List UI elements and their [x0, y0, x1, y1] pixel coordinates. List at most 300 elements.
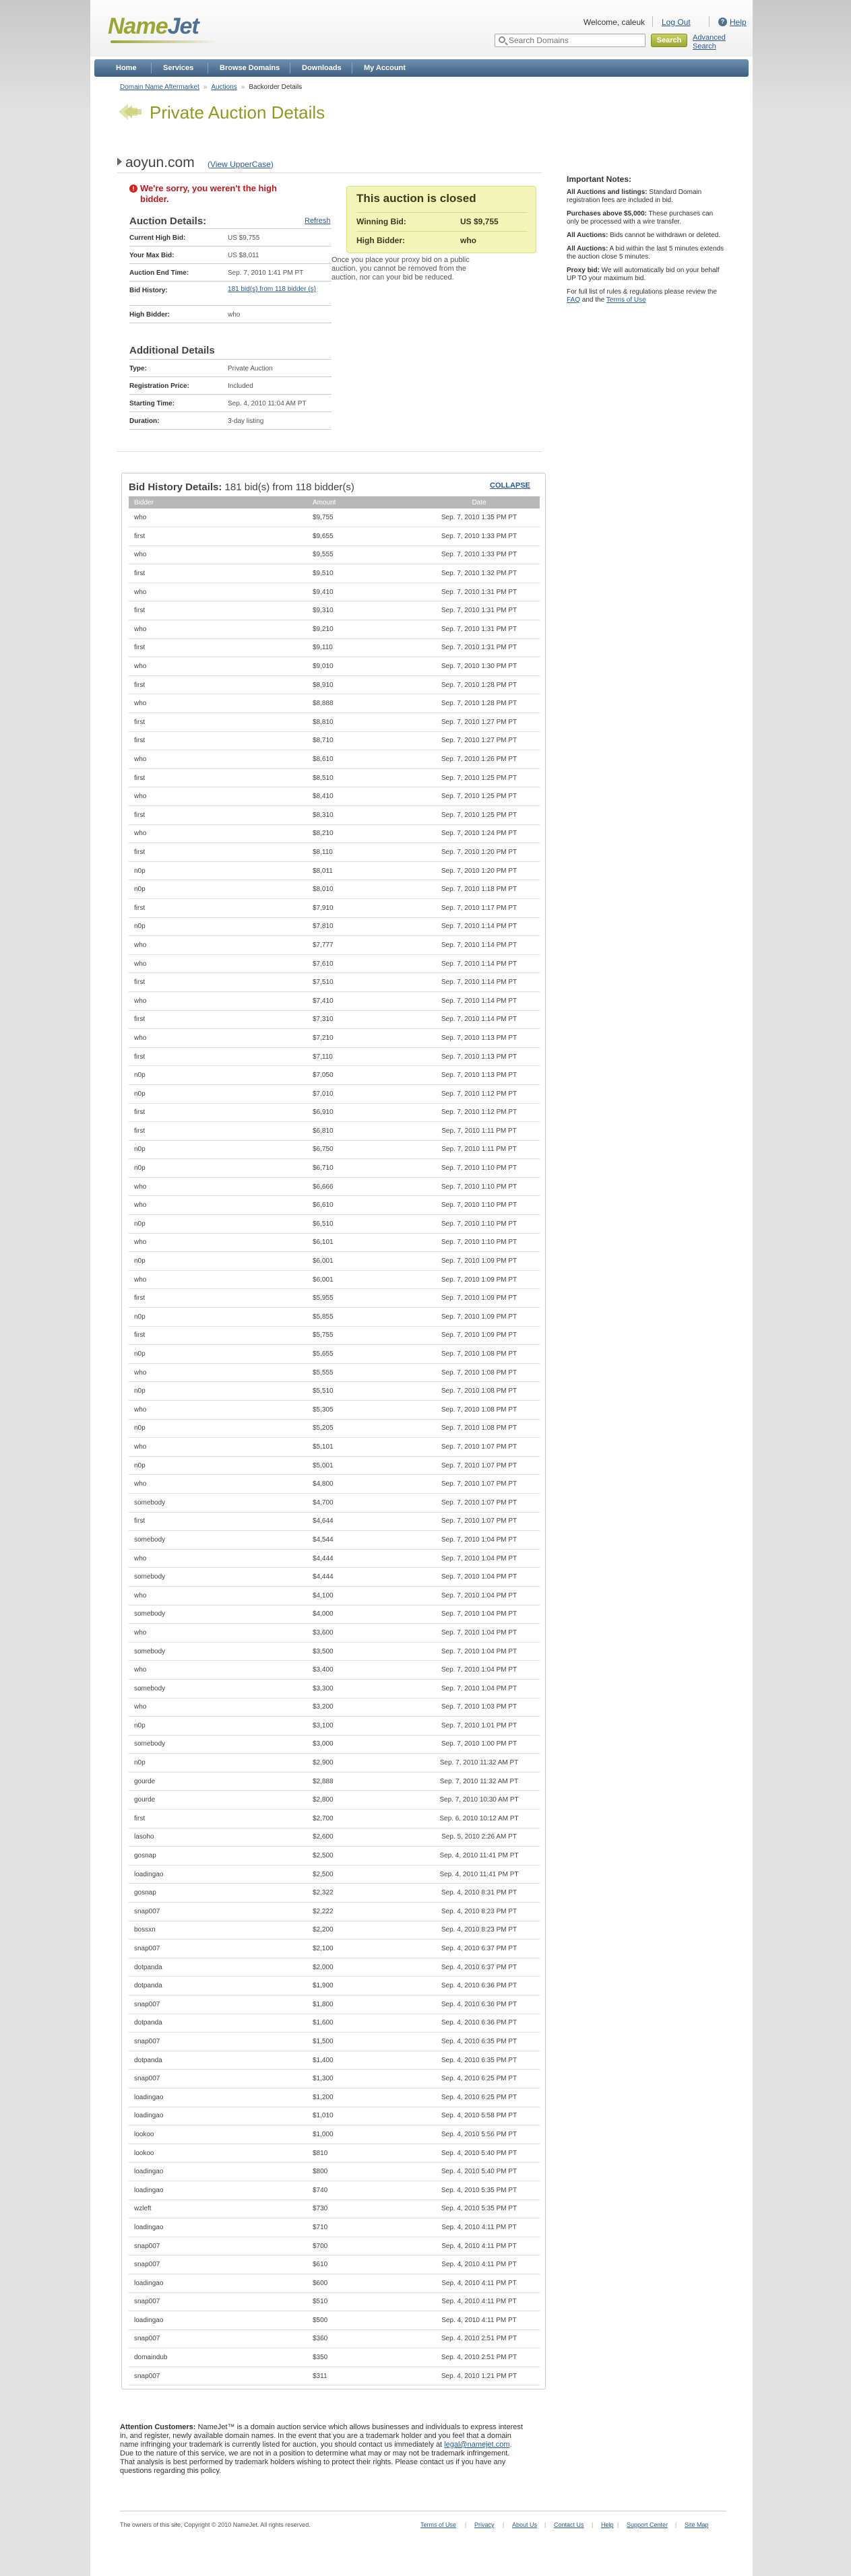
date-cell: Sep. 7, 2010 1:14 PM PT — [418, 1010, 540, 1029]
bidder-cell: first — [129, 1122, 307, 1141]
date-cell: Sep. 7, 2010 1:33 PM PT — [418, 527, 540, 546]
amount-cell: $8,010 — [307, 880, 418, 899]
table-row — [129, 2311, 540, 2330]
date-cell: Sep. 4, 2010 6:36 PM PT — [418, 1977, 540, 1995]
bidder-cell: first — [129, 1103, 307, 1122]
amount-cell: $1,500 — [307, 2033, 418, 2051]
table-row — [129, 843, 540, 862]
date-cell: Sep. 7, 2010 1:14 PM PT — [418, 936, 540, 955]
date-cell: Sep. 7, 2010 1:08 PM PT — [418, 1345, 540, 1364]
detail-value: US $8,011 — [228, 252, 259, 259]
date-cell: Sep. 7, 2010 1:28 PM PT — [418, 694, 540, 713]
table-row — [129, 1624, 540, 1643]
bidder-cell: snap007 — [129, 1995, 307, 2014]
table-row — [129, 1661, 540, 1680]
date-cell: Sep. 5, 2010 2:26 AM PT — [418, 1828, 540, 1847]
nav-my-account[interactable]: My Account — [364, 64, 406, 72]
date-cell: Sep. 7, 2010 11:32 AM PT — [418, 1754, 540, 1773]
bidder-cell: who — [129, 787, 307, 806]
amount-cell: $9,510 — [307, 564, 418, 583]
amount-cell: $730 — [307, 2200, 418, 2218]
table-row — [129, 806, 540, 825]
date-cell: Sep. 7, 2010 1:01 PM PT — [418, 1717, 540, 1736]
amount-cell: $7,010 — [307, 1084, 418, 1103]
bidder-cell: snap007 — [129, 2237, 307, 2255]
bidder-cell: loadingao — [129, 1865, 307, 1884]
table-row — [129, 694, 540, 713]
amount-cell: $5,305 — [307, 1401, 418, 1420]
amount-cell: $8,011 — [307, 861, 418, 880]
bidder-cell: n0p — [129, 1215, 307, 1234]
note-item: All Auctions: Bids cannot be withdrawn or deleted. — [567, 232, 721, 239]
bidder-cell: first — [129, 638, 307, 657]
date-cell: Sep. 4, 2010 5:58 PM PT — [418, 2107, 540, 2125]
amount-cell: $7,777 — [307, 936, 418, 955]
bidder-cell: n0p — [129, 1717, 307, 1736]
date-cell: Sep. 7, 2010 1:09 PM PT — [418, 1270, 540, 1289]
amount-cell: $8,410 — [307, 787, 418, 806]
date-cell: Sep. 4, 2010 11:41 PM PT — [418, 1865, 540, 1884]
table-row — [129, 917, 540, 936]
bidder-cell: who — [129, 1029, 307, 1048]
date-cell: Sep. 7, 2010 1:10 PM PT — [418, 1233, 540, 1252]
bidder-cell: first — [129, 843, 307, 862]
table-row — [129, 1084, 540, 1103]
amount-cell: $8,610 — [307, 750, 418, 769]
date-cell: Sep. 4, 2010 6:25 PM PT — [418, 2070, 540, 2088]
date-cell: Sep. 7, 2010 1:31 PM PT — [418, 583, 540, 601]
table-row — [129, 936, 540, 955]
footer-link-support[interactable]: Support Center — [627, 2521, 668, 2528]
collapse-link[interactable]: COLLAPSE — [490, 482, 530, 490]
bidder-cell: loadingao — [129, 2162, 307, 2181]
table-row — [129, 546, 540, 564]
help-link[interactable]: Help — [730, 18, 747, 27]
column-header-date: Date — [418, 496, 540, 508]
amount-cell: $6,101 — [307, 1233, 418, 1252]
table-row — [129, 1177, 540, 1196]
bidder-cell: who — [129, 1698, 307, 1717]
detail-label: Duration: — [129, 418, 160, 425]
faq-link[interactable]: FAQ — [567, 296, 581, 304]
amount-cell: $2,900 — [307, 1754, 418, 1773]
amount-cell: $4,000 — [307, 1605, 418, 1624]
amount-cell: $3,000 — [307, 1735, 418, 1754]
bidder-cell: gourde — [129, 1772, 307, 1791]
auction-ornament-icon — [117, 100, 144, 124]
table-row — [129, 2181, 540, 2200]
date-cell: Sep. 7, 2010 1:10 PM PT — [418, 1196, 540, 1215]
amount-cell: $5,205 — [307, 1419, 418, 1438]
bidder-cell: who — [129, 1624, 307, 1643]
amount-cell: $6,510 — [307, 1215, 418, 1234]
search-input[interactable] — [509, 35, 642, 46]
amount-cell: $2,700 — [307, 1810, 418, 1828]
table-row — [129, 1475, 540, 1494]
bid-history-link[interactable]: 181 bid(s) from 118 bidder (s) — [228, 286, 316, 293]
date-cell: Sep. 7, 2010 1:13 PM PT — [418, 1066, 540, 1085]
bidder-cell: dotpanda — [129, 2014, 307, 2033]
amount-cell: $3,500 — [307, 1642, 418, 1661]
date-cell: Sep. 7, 2010 1:27 PM PT — [418, 731, 540, 750]
auction-closed-box — [346, 186, 536, 253]
bidder-cell: loadingao — [129, 2274, 307, 2292]
bidder-cell: first — [129, 1010, 307, 1029]
amount-cell: $2,322 — [307, 1884, 418, 1903]
column-header-bidder: Bidder — [129, 496, 307, 508]
date-cell: Sep. 4, 2010 4:11 PM PT — [418, 2311, 540, 2330]
detail-row-current-high-bid — [129, 229, 332, 246]
table-row — [129, 880, 540, 899]
table-row — [129, 1493, 540, 1512]
table-row — [129, 1512, 540, 1531]
date-cell: Sep. 4, 2010 5:56 PM PT — [418, 2125, 540, 2144]
date-cell: Sep. 7, 2010 1:31 PM PT — [418, 620, 540, 639]
bidder-cell: who — [129, 991, 307, 1010]
table-row — [129, 2033, 540, 2051]
note-item: All Auctions and listings: Standard Domain registration fees are included in bid. — [567, 189, 702, 204]
footer-link-about[interactable]: About Us — [512, 2521, 538, 2528]
footer-separator: | — [503, 2521, 505, 2528]
table-row — [129, 1549, 540, 1568]
table-row — [129, 2051, 540, 2070]
bidder-cell: gosnap — [129, 1884, 307, 1903]
date-cell: Sep. 4, 2010 6:36 PM PT — [418, 1995, 540, 2014]
table-row — [129, 601, 540, 620]
date-cell: Sep. 7, 2010 1:24 PM PT — [418, 824, 540, 843]
table-row — [129, 2144, 540, 2162]
date-cell: Sep. 7, 2010 1:07 PM PT — [418, 1493, 540, 1512]
bidder-cell: snap007 — [129, 1940, 307, 1958]
date-cell: Sep. 7, 2010 1:25 PM PT — [418, 787, 540, 806]
amount-cell: $5,955 — [307, 1289, 418, 1308]
detail-row-end-time — [129, 264, 332, 282]
amount-cell: $800 — [307, 2162, 418, 2181]
bidder-cell: first — [129, 768, 307, 787]
note-review: For full list of rules & regulations please review the FAQ and the Terms of Use — [567, 288, 717, 304]
high-bidder-row — [356, 231, 528, 247]
date-cell: Sep. 7, 2010 11:32 AM PT — [418, 1772, 540, 1791]
additional-row-registration-price — [129, 377, 332, 395]
winning-bid-row — [356, 212, 528, 228]
bid-history-summary: 181 bid(s) from 118 bidder(s) — [224, 482, 354, 493]
table-row — [129, 2218, 540, 2237]
date-cell: Sep. 7, 2010 1:11 PM PT — [418, 1122, 540, 1141]
amount-cell: $4,700 — [307, 1493, 418, 1512]
date-cell: Sep. 7, 2010 1:10 PM PT — [418, 1159, 540, 1178]
amount-cell: $1,200 — [307, 2088, 418, 2107]
bidder-cell: snap007 — [129, 2292, 307, 2311]
breadcrumb-auctions[interactable]: Auctions — [211, 84, 237, 91]
bidder-cell: who — [129, 750, 307, 769]
search-button[interactable]: Search — [651, 34, 687, 47]
date-cell: Sep. 4, 2010 2:51 PM PT — [418, 2330, 540, 2348]
detail-value: who — [228, 311, 241, 319]
table-row — [129, 1066, 540, 1085]
breadcrumb-arrow-icon: » — [203, 84, 208, 91]
amount-cell: $5,655 — [307, 1345, 418, 1364]
table-row — [129, 1679, 540, 1698]
table-row — [129, 1586, 540, 1605]
amount-cell: $5,101 — [307, 1438, 418, 1457]
amount-cell: $5,001 — [307, 1456, 418, 1475]
namejet-logo[interactable]: NameJet — [108, 13, 199, 39]
table-row — [129, 768, 540, 787]
date-cell: Sep. 7, 2010 1:04 PM PT — [418, 1568, 540, 1587]
amount-cell: $6,610 — [307, 1196, 418, 1215]
auction-closed-title: This auction is closed — [356, 192, 476, 205]
table-row — [129, 675, 540, 694]
table-row — [129, 1289, 540, 1308]
page-container — [90, 0, 753, 2576]
date-cell: Sep. 7, 2010 1:08 PM PT — [418, 1419, 540, 1438]
amount-cell: $2,600 — [307, 1828, 418, 1847]
detail-label: Auction End Time: — [129, 269, 189, 277]
date-cell: Sep. 4, 2010 6:36 PM PT — [418, 2014, 540, 2033]
table-row — [129, 1140, 540, 1159]
terms-link[interactable]: Terms of Use — [606, 296, 646, 304]
column-header-amount: Amount — [307, 496, 418, 508]
table-row — [129, 1308, 540, 1327]
error-message: We're sorry, you weren't the high bidder. — [140, 183, 277, 204]
detail-label: Type: — [129, 365, 147, 372]
table-row — [129, 2367, 540, 2385]
date-cell: Sep. 7, 2010 1:14 PM PT — [418, 973, 540, 992]
bidder-cell: gourde — [129, 1791, 307, 1810]
date-cell: Sep. 4, 2010 5:35 PM PT — [418, 2181, 540, 2200]
header-separator — [709, 16, 710, 27]
table-row — [129, 1698, 540, 1717]
footer-link-privacy[interactable]: Privacy — [474, 2521, 495, 2528]
date-cell: Sep. 7, 2010 1:09 PM PT — [418, 1252, 540, 1271]
date-cell: Sep. 7, 2010 1:25 PM PT — [418, 768, 540, 787]
bid-history-title: Bid History Details: 181 bid(s) from 118 bidder(s) — [129, 482, 354, 493]
date-cell: Sep. 7, 2010 1:04 PM PT — [418, 1624, 540, 1643]
table-row — [129, 2014, 540, 2033]
breadcrumb-aftermarket[interactable]: Domain Name Aftermarket — [120, 84, 199, 91]
date-cell: Sep. 7, 2010 1:07 PM PT — [418, 1456, 540, 1475]
winning-bid-value: US $9,755 — [460, 217, 499, 226]
bidder-cell: somebody — [129, 1605, 307, 1624]
bidder-cell: first — [129, 527, 307, 546]
bidder-cell: first — [129, 1289, 307, 1308]
amount-cell: $9,755 — [307, 508, 418, 527]
bidder-cell: n0p — [129, 1084, 307, 1103]
bidder-cell: who — [129, 620, 307, 639]
table-row — [129, 1103, 540, 1122]
arrow-right-icon — [117, 158, 122, 166]
amount-cell: $6,666 — [307, 1177, 418, 1196]
bidder-cell: who — [129, 954, 307, 973]
date-cell: Sep. 4, 2010 4:11 PM PT — [418, 2292, 540, 2311]
page-title: Private Auction Details — [150, 102, 325, 123]
date-cell: Sep. 7, 2010 1:28 PM PT — [418, 675, 540, 694]
amount-cell: $8,110 — [307, 843, 418, 862]
nav-services[interactable]: Services — [163, 64, 194, 72]
auction-details-title: Auction Details: — [129, 216, 207, 227]
bidder-cell: n0p — [129, 1308, 307, 1327]
amount-cell: $8,910 — [307, 675, 418, 694]
detail-label: Starting Time: — [129, 400, 175, 407]
bidder-cell: who — [129, 1549, 307, 1568]
table-row — [129, 1401, 540, 1420]
refresh-link[interactable]: Refresh — [305, 217, 331, 225]
date-cell: Sep. 4, 2010 5:40 PM PT — [418, 2144, 540, 2162]
breadcrumb-arrow-icon: » — [241, 84, 245, 91]
detail-value: Private Auction — [228, 365, 273, 372]
bidder-cell: domaindub — [129, 2348, 307, 2367]
amount-cell: $3,400 — [307, 1661, 418, 1680]
date-cell: Sep. 7, 2010 1:07 PM PT — [418, 1512, 540, 1531]
date-cell: Sep. 7, 2010 1:04 PM PT — [418, 1642, 540, 1661]
date-cell: Sep. 7, 2010 1:31 PM PT — [418, 638, 540, 657]
winning-bid-label: Winning Bid: — [356, 217, 406, 226]
amount-cell: $6,001 — [307, 1270, 418, 1289]
footer-link-terms[interactable]: Terms of Use — [420, 2521, 457, 2528]
amount-cell: $6,810 — [307, 1122, 418, 1141]
amount-cell: $1,000 — [307, 2125, 418, 2144]
main-nav — [94, 59, 749, 77]
date-cell: Sep. 7, 2010 1:09 PM PT — [418, 1326, 540, 1345]
breadcrumb-current: Backorder Details — [249, 84, 303, 91]
amount-cell: $1,400 — [307, 2051, 418, 2070]
amount-cell: $5,755 — [307, 1326, 418, 1345]
amount-cell: $710 — [307, 2218, 418, 2237]
table-row — [129, 2125, 540, 2144]
advanced-search-link[interactable]: Advanced Search — [693, 34, 726, 51]
table-row — [129, 2200, 540, 2218]
bidder-cell: n0p — [129, 861, 307, 880]
date-cell: Sep. 4, 2010 11:41 PM PT — [418, 1847, 540, 1865]
date-cell: Sep. 4, 2010 8:31 PM PT — [418, 1884, 540, 1903]
footer-link-help[interactable]: Help — [601, 2521, 614, 2528]
bidder-cell: n0p — [129, 1419, 307, 1438]
amount-cell: $4,100 — [307, 1586, 418, 1605]
table-row — [129, 1363, 540, 1382]
table-row — [129, 2330, 540, 2348]
amount-cell: $2,500 — [307, 1865, 418, 1884]
table-row — [129, 564, 540, 583]
copyright: The owners of this site, Copyright © 2010 NameJet. All rights reserved. — [120, 2521, 311, 2528]
table-row — [129, 1215, 540, 1234]
amount-cell: $510 — [307, 2292, 418, 2311]
nav-browse-domains[interactable]: Browse Domains — [220, 64, 280, 72]
table-row — [129, 1456, 540, 1475]
date-cell: Sep. 7, 2010 1:18 PM PT — [418, 880, 540, 899]
note-item: All Auctions: A bid within the last 5 minutes extends the auction close 5 minutes. — [567, 245, 724, 261]
bidder-cell: loadingao — [129, 2311, 307, 2330]
date-cell: Sep. 7, 2010 1:10 PM PT — [418, 1215, 540, 1234]
bidder-cell: n0p — [129, 1345, 307, 1364]
bidder-cell: somebody — [129, 1531, 307, 1550]
amount-cell: $6,750 — [307, 1140, 418, 1159]
table-row — [129, 1865, 540, 1884]
date-cell: Sep. 7, 2010 1:11 PM PT — [418, 1140, 540, 1159]
bidder-cell: first — [129, 1512, 307, 1531]
footer-link-sitemap[interactable]: Site Map — [685, 2521, 709, 2528]
bidder-cell: who — [129, 694, 307, 713]
table-row — [129, 1047, 540, 1066]
detail-label: Your Max Bid: — [129, 252, 175, 259]
date-cell: Sep. 7, 2010 1:04 PM PT — [418, 1605, 540, 1624]
date-cell: Sep. 7, 2010 1:14 PM PT — [418, 917, 540, 936]
bidder-cell: first — [129, 675, 307, 694]
view-uppercase-link[interactable]: (View UpperCase) — [208, 160, 274, 169]
bidder-cell: who — [129, 1196, 307, 1215]
table-row — [129, 1252, 540, 1271]
amount-cell: $500 — [307, 2311, 418, 2330]
date-cell: Sep. 7, 2010 1:00 PM PT — [418, 1735, 540, 1754]
date-cell: Sep. 4, 2010 6:35 PM PT — [418, 2051, 540, 2070]
legal-email-link[interactable]: legal@namejet.com — [444, 2441, 510, 2449]
table-row — [129, 1772, 540, 1791]
bidder-cell: snap007 — [129, 2255, 307, 2274]
date-cell: Sep. 7, 2010 1:07 PM PT — [418, 1438, 540, 1457]
date-cell: Sep. 7, 2010 1:04 PM PT — [418, 1679, 540, 1698]
date-cell: Sep. 7, 2010 1:26 PM PT — [418, 750, 540, 769]
table-row — [129, 787, 540, 806]
table-row — [129, 1270, 540, 1289]
bidder-cell: who — [129, 824, 307, 843]
amount-cell: $3,100 — [307, 1717, 418, 1736]
amount-cell: $360 — [307, 2330, 418, 2348]
date-cell: Sep. 7, 2010 1:33 PM PT — [418, 546, 540, 564]
table-row — [129, 731, 540, 750]
bidder-cell: loadingao — [129, 2218, 307, 2237]
table-row — [129, 1196, 540, 1215]
date-cell: Sep. 7, 2010 1:04 PM PT — [418, 1586, 540, 1605]
logout-link[interactable]: Log Out — [662, 18, 691, 27]
amount-cell: $9,310 — [307, 601, 418, 620]
table-row — [129, 1642, 540, 1661]
table-row — [129, 973, 540, 992]
bidder-cell: n0p — [129, 1159, 307, 1178]
breadcrumb — [120, 84, 302, 91]
nav-downloads[interactable]: Downloads — [302, 64, 342, 72]
date-cell: Sep. 7, 2010 1:13 PM PT — [418, 1029, 540, 1048]
amount-cell: $810 — [307, 2144, 418, 2162]
search-icon — [499, 36, 505, 43]
bidder-cell: bossxn — [129, 1921, 307, 1940]
bid-history-panel — [121, 473, 546, 2389]
additional-row-starting-time — [129, 395, 332, 412]
bidder-cell: who — [129, 508, 307, 527]
bidder-cell: somebody — [129, 1642, 307, 1661]
bidder-cell: first — [129, 1326, 307, 1345]
table-row — [129, 750, 540, 769]
detail-label: High Bidder: — [129, 311, 170, 319]
date-cell: Sep. 4, 2010 4:11 PM PT — [418, 2218, 540, 2237]
date-cell: Sep. 7, 2010 1:20 PM PT — [418, 843, 540, 862]
nav-home[interactable]: Home — [116, 64, 137, 72]
additional-row-type — [129, 360, 332, 377]
bidder-cell: first — [129, 731, 307, 750]
table-row — [129, 1828, 540, 1847]
table-row — [129, 2274, 540, 2292]
table-row — [129, 1921, 540, 1940]
detail-label: Current High Bid: — [129, 234, 186, 242]
amount-cell: $7,110 — [307, 1047, 418, 1066]
amount-cell: $2,000 — [307, 1958, 418, 1977]
date-cell: Sep. 7, 2010 1:09 PM PT — [418, 1289, 540, 1308]
help-icon[interactable]: ? — [718, 18, 727, 26]
amount-cell: $610 — [307, 2255, 418, 2274]
date-cell: Sep. 4, 2010 5:35 PM PT — [418, 2200, 540, 2218]
date-cell: Sep. 4, 2010 1:21 PM PT — [418, 2367, 540, 2385]
bidder-cell: lookoo — [129, 2125, 307, 2144]
footer-link-contact[interactable]: Contact Us — [554, 2521, 584, 2528]
table-row — [129, 657, 540, 676]
